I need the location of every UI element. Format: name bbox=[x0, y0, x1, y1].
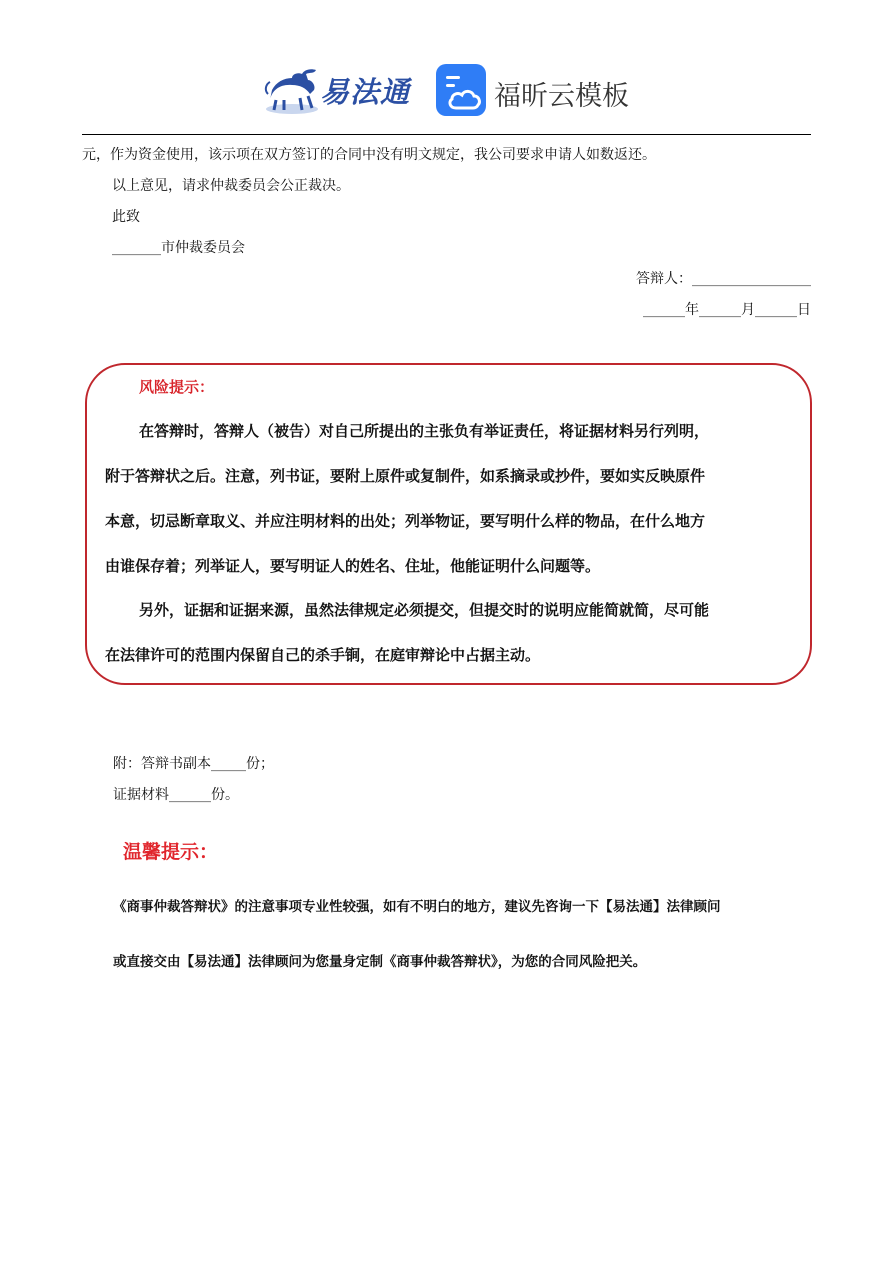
body-line-1: 元，作为资金使用，该示项在双方签订的合同中没有明文规定，我公司要求申请人如数返还。 bbox=[82, 147, 656, 163]
signature-date: ______年______月______日 bbox=[643, 302, 811, 318]
cloud-template-icon bbox=[436, 64, 486, 116]
qilin-icon bbox=[262, 60, 322, 118]
risk-line: 由谁保存着；列举证人，要写明证人的姓名、住址，他能证明什么问题等。 bbox=[105, 557, 601, 575]
risk-line: 在法律许可的范围内保留自己的杀手锏，在庭审辩论中占据主动。 bbox=[105, 646, 541, 664]
respondent-signature: 答辩人：_________________ bbox=[636, 271, 811, 287]
yifatong-brand-text: 易法通 bbox=[320, 75, 411, 109]
risk-notice-title: 风险提示： bbox=[139, 378, 215, 396]
header-divider bbox=[82, 134, 811, 135]
risk-line: 另外，证据和证据来源，虽然法律规定必须提交，但提交时的说明应能简就简，尽可能 bbox=[139, 601, 710, 619]
warm-tip-line-1: 《商事仲裁答辩状》的注意事项专业性较强，如有不明白的地方，建议先咨询一下【易法通】法律顾问 bbox=[113, 899, 721, 915]
fuxin-logo bbox=[436, 64, 636, 118]
fuxin-brand-text: 福昕云模板 bbox=[494, 81, 629, 112]
body-line-2: 以上意见，请求仲裁委员会公正裁决。 bbox=[112, 178, 350, 194]
risk-line: 在答辩时，答辩人（被告）对自己所提出的主张负有举证责任，将证据材料另行列明， bbox=[139, 422, 710, 440]
attachment-copies: 附：答辩书副本_____份； bbox=[113, 756, 274, 772]
yifatong-logo bbox=[262, 58, 414, 118]
risk-line: 附于答辩状之后。注意，列书证，要附上原件或复制件，如系摘录或抄件，要如实反映原件 bbox=[105, 467, 706, 485]
salutation: 此致 bbox=[112, 209, 140, 225]
attachment-evidence: 证据材料______份。 bbox=[113, 787, 239, 803]
risk-line: 本意，切忌断章取义、并应注明材料的出处；列举物证，要写明什么样的物品，在什么地方 bbox=[105, 512, 706, 530]
warm-tip-line-2: 或直接交由【易法通】法律顾问为您量身定制《商事仲裁答辩状》，为您的合同风险把关。 bbox=[113, 954, 647, 970]
recipient: _______市仲裁委员会 bbox=[112, 240, 245, 256]
warm-tip-title: 温馨提示： bbox=[123, 841, 219, 863]
header-logos bbox=[0, 58, 893, 122]
